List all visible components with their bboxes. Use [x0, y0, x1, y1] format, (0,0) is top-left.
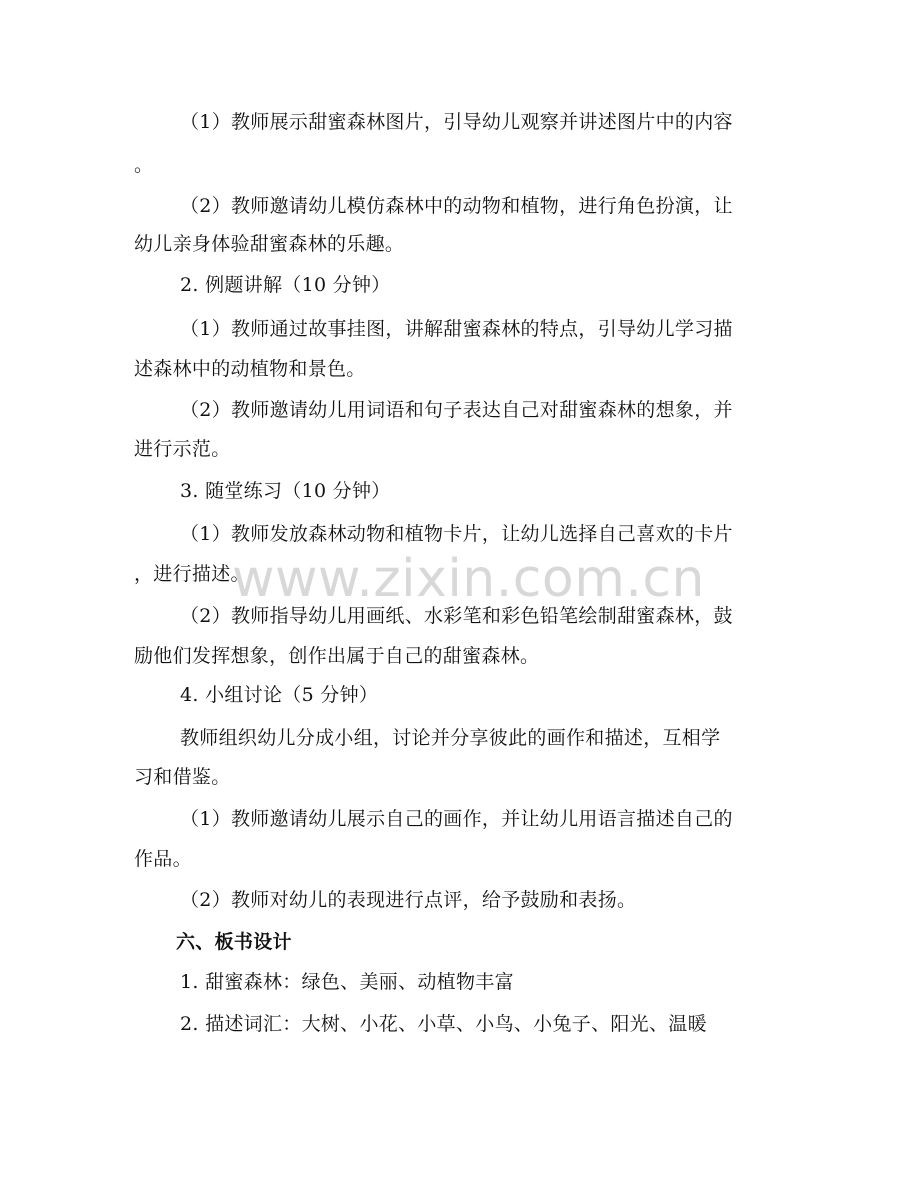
paragraph-line: 述森林中的动植物和景色。 [134, 358, 366, 380]
paragraph-line: 教师组织幼儿分成小组，讨论并分享彼此的画作和描述，互相学 [180, 727, 721, 749]
paragraph-line: ，进行描述。 [134, 563, 250, 585]
paragraph-line: 。 [134, 154, 154, 176]
paragraph-line: 励他们发挥想象，创作出属于自己的甜蜜森林。 [134, 645, 540, 667]
paragraph-line: （1）教师发放森林动物和植物卡片，让幼儿选择自己喜欢的卡片 [180, 523, 733, 545]
chapter-heading: 六、板书设计 [176, 931, 292, 953]
list-item: 1. 甜蜜森林：绿色、美丽、动植物丰富 [180, 971, 514, 993]
paragraph-line: 幼儿亲身体验甜蜜森林的乐趣。 [134, 233, 405, 255]
section-heading: 2. 例题讲解（10 分钟） [180, 274, 391, 296]
section-heading: 3. 随堂练习（10 分钟） [180, 480, 391, 502]
watermark-text: www.zixin.com.cn [232, 549, 705, 609]
paragraph-line: （2）教师邀请幼儿用词语和句子表达自己对甜蜜森林的想象，并 [180, 399, 733, 421]
paragraph-line: 进行示范。 [134, 438, 231, 460]
paragraph-line: （1）教师邀请幼儿展示自己的画作，并让幼儿用语言描述自己的 [180, 808, 733, 830]
paragraph-line: （1）教师展示甜蜜森林图片，引导幼儿观察并讲述图片中的内容 [180, 111, 733, 133]
paragraph-line: 作品。 [134, 848, 192, 870]
paragraph-line: （2）教师指导幼儿用画纸、水彩笔和彩色铅笔绘制甜蜜森林，鼓 [180, 605, 733, 627]
paragraph-line: （1）教师通过故事挂图，讲解甜蜜森林的特点，引导幼儿学习描 [180, 318, 733, 340]
paragraph-line: 习和借鉴。 [134, 766, 231, 788]
paragraph-line: （2）教师对幼儿的表现进行点评，给予鼓励和表扬。 [180, 889, 637, 911]
list-item: 2. 描述词汇：大树、小花、小草、小鸟、小兔子、阳光、温暖 [180, 1013, 707, 1035]
paragraph-line: （2）教师邀请幼儿模仿森林中的动物和植物，进行角色扮演，让 [180, 195, 733, 217]
section-heading: 4. 小组讨论（5 分钟） [180, 684, 379, 706]
